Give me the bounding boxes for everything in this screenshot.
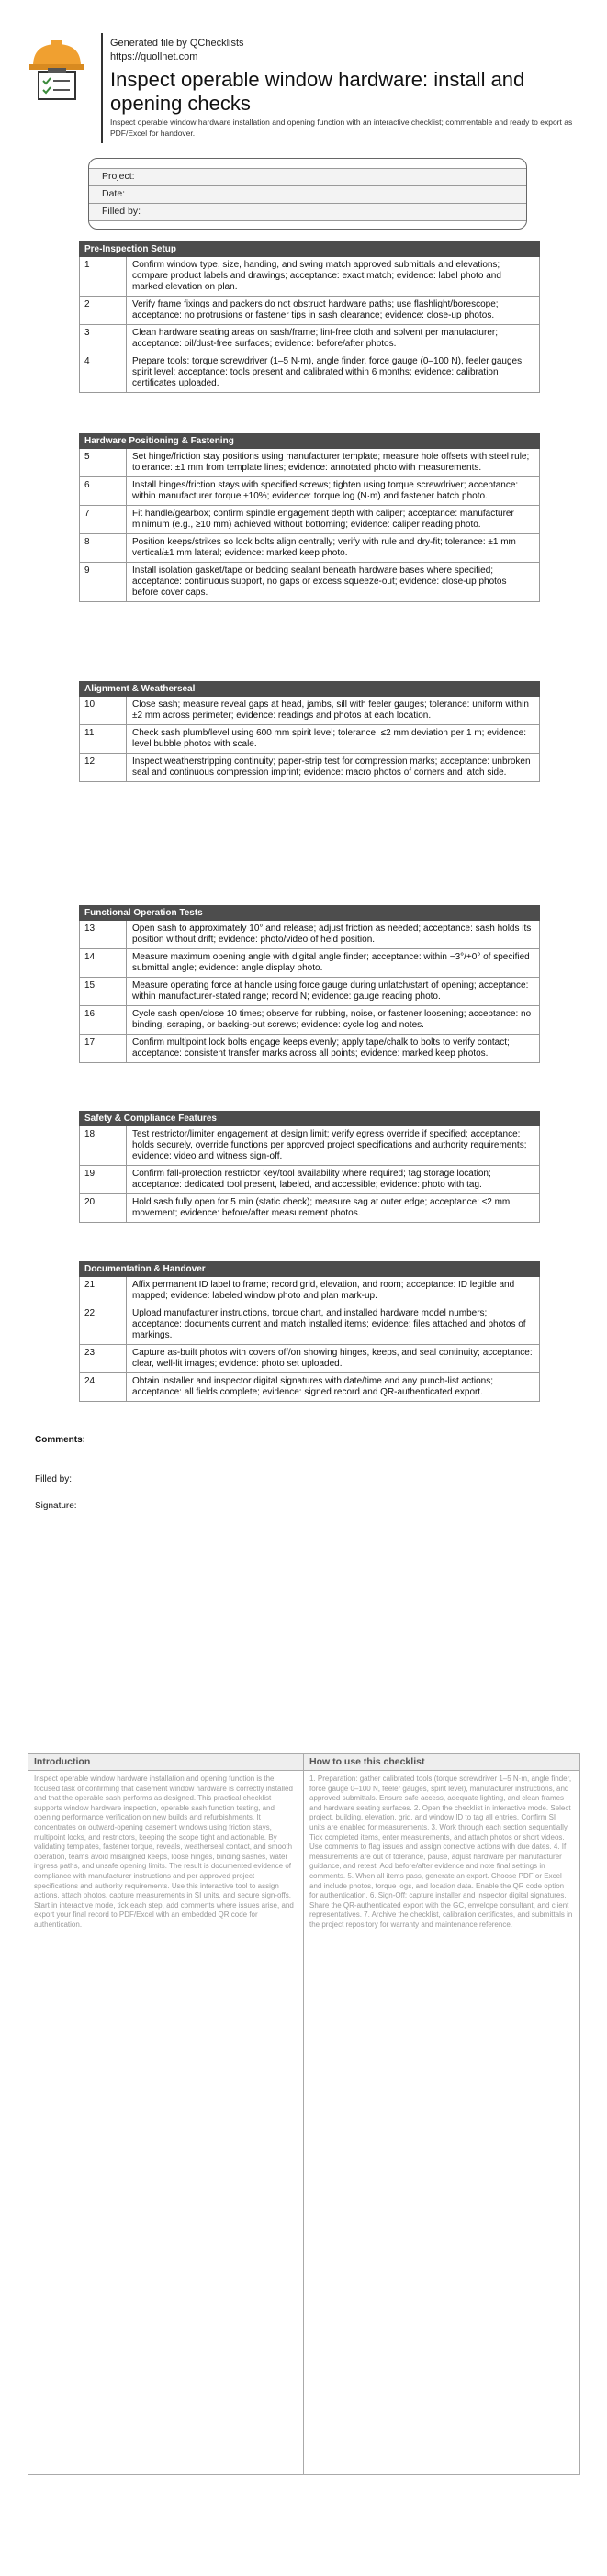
- item-number: 24: [80, 1373, 127, 1401]
- item-text: Confirm fall-protection restrictor key/tool availability where required; tag storage location; acceptance: dedicated tool present, labeled, and accessible; evidence: photo with tag.: [132, 1169, 491, 1190]
- filled-by-footer-label: Filled by:: [35, 1474, 73, 1484]
- item-text: Set hinge/friction stay positions using manufacturer template; measure hole offsets with steel rule; tolerance: ±1 mm from template lines; evidence: annotated photo with measurements.: [132, 452, 530, 473]
- item-number: 21: [80, 1277, 127, 1305]
- checklist-row[interactable]: [79, 563, 540, 602]
- item-text: Affix permanent ID label to frame; record grid, elevation, and room; acceptance: ID legible and mapped; evidence: labeled window photo and plan mark-up.: [132, 1280, 515, 1301]
- date-field[interactable]: [89, 185, 526, 203]
- item-number: 4: [80, 353, 127, 392]
- section-title: Functional Operation Tests: [79, 905, 540, 921]
- checklist-row[interactable]: [79, 1345, 540, 1373]
- introduction-title: Introduction: [28, 1754, 303, 1771]
- item-text: Close sash; measure reveal gaps at head, jambs, sill with feeler gauges; tolerance: uniform within ±2 mm across perimeter; evidence: readings and photos at each location.: [132, 700, 529, 721]
- item-text: Inspect weatherstripping continuity; paper-strip test for compression marks; acceptance: unbroken seal and continuous compression imprint; evidence: macro photos of corners and latch side.: [132, 756, 531, 778]
- section-safety-compliance: [79, 1111, 540, 1223]
- item-number: 5: [80, 449, 127, 476]
- item-number: 23: [80, 1345, 127, 1372]
- item-number: 22: [80, 1305, 127, 1344]
- document-header: [28, 33, 579, 143]
- item-text: Clean hardware seating areas on sash/frame; lint-free cloth and solvent per manufacturer; acceptance: oil/dust-free surfaces; evidence: before/after photos.: [132, 328, 498, 349]
- how-to-text: 1. Preparation: gather calibrated tools (torque screwdriver 1–5 N·m, angle finder, force gauge 0–100 N, feeler gauges, spirit level), manufacturer instructions, and approved submittals. Ensure safe access, adequate lighting, and clean frames and hardware seating surfaces. 2. Open the checklist in interactive mode. Select project, building, elevation, grid, and window ID to tag all entries. Confirm SI units are enabled for measurements. 3. Work through each section sequentially. Tick completed items, enter measurements, and attach photos or short videos. Use comments to flag issues and assign corrective actions with due dates. 4. If measurements are out of tolerance, pause, adjust hardware per manufacturer guidance, and retest. Add before/after evidence and note final settings in comments. 5. When all items pass, generate an export. Choose PDF or Excel and include photos, torque logs, and location data. Enable the QR code option for authentication. 6. Sign-Off: capture installer and inspector digital signatures. Share the QR-authenticated export with the GC, envelope consultant, and client representatives. 7. Archive the checklist, calibration certificates, and submittals in the project repository for warranty and maintenance reference.: [309, 1775, 573, 1929]
- item-number: 12: [80, 754, 127, 781]
- item-text: Measure operating force at handle using force gauge during unlatch/start of opening; acceptance: within manufacturer-stated range; record N; evidence: gauge reading photo.: [132, 980, 529, 1002]
- section-functional-operation: [79, 905, 540, 1063]
- section-pre-inspection-setup: [79, 241, 540, 393]
- item-text: Hold sash fully open for 5 min (static check); measure sag at outer edge; acceptance: ≤2 mm movement; evidence: before/after measurement photos.: [132, 1197, 511, 1218]
- item-number: 3: [80, 325, 127, 353]
- header-divider: [101, 33, 103, 143]
- item-number: 11: [80, 725, 127, 753]
- checklist-row[interactable]: [79, 477, 540, 506]
- checklist-row[interactable]: [79, 1305, 540, 1345]
- item-number: 16: [80, 1006, 127, 1034]
- checklist-row[interactable]: [79, 697, 540, 725]
- item-text: Verify frame fixings and packers do not obstruct hardware paths; use flashlight/borescope; acceptance: no protrusions or fastener tips in sash clearance; evidence: close-up photos.: [132, 299, 499, 320]
- section-hardware-positioning: [79, 433, 540, 602]
- checklist-row[interactable]: [79, 506, 540, 534]
- item-text: Test restrictor/limiter engagement at design limit; verify egress override if specified; acceptance: holds securely, override functions per approved project specifications and authority requirements; evidence: video and witness sign-off.: [132, 1129, 527, 1161]
- item-text: Confirm window type, size, handing, and swing match approved submittals and elevations; compare product labels and drawings; acceptance: exact match; evidence: label photo and marked elevation on plan.: [132, 260, 501, 292]
- item-number: 6: [80, 477, 127, 505]
- checklist-row[interactable]: [79, 921, 540, 949]
- item-text: Measure maximum opening angle with digital angle finder; acceptance: within −3°/+0° of specified submittal angle; evidence: angle display photo.: [132, 952, 530, 973]
- section-alignment-weatherseal: [79, 681, 540, 782]
- item-text: Cycle sash open/close 10 times; observe for rubbing, noise, or fastener loosening; acceptance: no binding, scraping, or backing-out screws; evidence: cycle log and notes.: [132, 1009, 532, 1030]
- item-number: 14: [80, 949, 127, 977]
- hardhat-clipboard-logo: [28, 39, 86, 101]
- checklist-row[interactable]: [79, 353, 540, 393]
- item-number: 8: [80, 534, 127, 562]
- item-text: Confirm multipoint lock bolts engage keeps evenly; apply tape/chalk to bolts to verify contact; acceptance: consistent transfer marks across all points; evidence: marked keep photos.: [132, 1037, 510, 1058]
- item-number: 7: [80, 506, 127, 533]
- checklist-row[interactable]: [79, 978, 540, 1006]
- filled-by-label: Filled by:: [102, 206, 141, 217]
- signature-label: Signature:: [35, 1501, 77, 1511]
- page-title: Inspect operable window hardware: install and opening checks: [110, 68, 525, 115]
- item-number: 19: [80, 1166, 127, 1193]
- generated-by: Generated file by QChecklists: [110, 38, 244, 49]
- checklist-row[interactable]: [79, 949, 540, 978]
- item-text: Prepare tools: torque screwdriver (1–5 N·m), angle finder, force gauge (0–100 N), feeler gauges, spirit level; acceptance: tools present and calibrated within 6 months; evidence: calibration certificates uploaded.: [132, 356, 524, 388]
- checklist-row[interactable]: [79, 725, 540, 754]
- section-documentation-handover: [79, 1261, 540, 1402]
- item-text: Install isolation gasket/tape or bedding sealant beneath hardware bases where specified; acceptance: continuous support, no gaps or excess squeeze-out; evidence: close-up photos before cover caps.: [132, 566, 507, 598]
- item-number: 9: [80, 563, 127, 601]
- item-number: 10: [80, 697, 127, 724]
- section-title: Pre-Inspection Setup: [79, 241, 540, 257]
- checklist-row[interactable]: [79, 1166, 540, 1194]
- item-number: 13: [80, 921, 127, 948]
- item-text: Fit handle/gearbox; confirm spindle engagement depth with caliper; acceptance: manufacturer minimum (e.g., ≥10 mm) achieved without bottoming; evidence: caliper reading photo.: [132, 509, 514, 530]
- item-text: Capture as-built photos with covers off/on showing hinges, keeps, and seal continuity; acceptance: clear, well-lit images; evidence: photo set uploaded.: [132, 1348, 533, 1369]
- item-number: 17: [80, 1035, 127, 1062]
- checklist-row[interactable]: [79, 1373, 540, 1402]
- item-number: 15: [80, 978, 127, 1005]
- checklist-row[interactable]: [79, 534, 540, 563]
- checklist-row[interactable]: [79, 325, 540, 353]
- project-info-box: [88, 158, 527, 230]
- checklist-row[interactable]: [79, 1035, 540, 1063]
- checklist-row[interactable]: [79, 1006, 540, 1035]
- item-number: 20: [80, 1194, 127, 1222]
- checklist-row[interactable]: [79, 1126, 540, 1166]
- how-to-column: [304, 1754, 579, 2474]
- introduction-text: Inspect operable window hardware installation and opening function is the focused task of confirming that casement window hardware is correctly installed and that the operable sash performs as designed. This practical checklist supports window hardware inspection, operable sash function testing, and opening performance verification on new builds and refurbishments. It concentrates on outward-opening casement windows using friction stays, multipoint locks, and restrictors, keeping the scope tight and actionable. By validating templates, fastener torque, reveals, weatherseal contact, and smooth operation, teams avoid misaligned keeps, loose hinges, binding sashes, water ingress paths, and unsafe opening limits. The result is documented evidence of compliance with manufacturer instructions and per approved project specifications and authority requirements. Use this interactive tool to assign actions, attach photos, capture measurements in SI units, and secure sign-offs. Start in interactive mode, tick each step, add comments where issues arise, and export your final record to PDF/Excel with an embedded QR code for authentication.: [34, 1775, 294, 1929]
- item-text: Position keeps/strikes so lock bolts align centrally; verify with rule and dry-fit; tolerance: ±1 mm vertical/±1 mm lateral; evidence: marked keep photo.: [132, 537, 516, 558]
- checklist-row[interactable]: [79, 449, 540, 477]
- date-label: Date:: [102, 188, 126, 199]
- how-to-title: How to use this checklist: [304, 1754, 579, 1771]
- checklist-row[interactable]: [79, 1194, 540, 1223]
- item-text: Check sash plumb/level using 600 mm spirit level; tolerance: ≤2 mm deviation per 1 m; evidence: level bubble photos with scale.: [132, 728, 527, 749]
- filled-by-field[interactable]: [89, 203, 526, 221]
- project-field[interactable]: [89, 168, 526, 185]
- introduction-column: [28, 1754, 304, 2474]
- item-text: Open sash to approximately 10° and release; adjust friction as needed; acceptance: sash holds its position without drift; evidence: photo/video of held position.: [132, 924, 532, 945]
- item-text: Install hinges/friction stays with specified screws; tighten using torque screwdriver; acceptance: within manufacturer torque ±10%; evidence: torque log (N·m) and fastener batch photo.: [132, 480, 519, 501]
- item-text: Upload manufacturer instructions, torque chart, and installed hardware model numbers; acceptance: documents current and match installed items; evidence: files attached and photos of markings.: [132, 1308, 526, 1340]
- checklist-row[interactable]: [79, 257, 540, 297]
- section-title: Alignment & Weatherseal: [79, 681, 540, 697]
- item-number: 18: [80, 1126, 127, 1165]
- item-text: Obtain installer and inspector digital signatures with date/time and any punch-list actions; acceptance: all fields complete; evidence: signed record and QR-authenticated export.: [132, 1376, 493, 1397]
- comments-label: Comments:: [35, 1435, 86, 1445]
- source-url[interactable]: https://quollnet.com: [110, 51, 198, 62]
- section-title: Safety & Compliance Features: [79, 1111, 540, 1126]
- checklist-row[interactable]: [79, 297, 540, 325]
- page-subtitle: Inspect operable window hardware installation and opening function with an interactive checklist; commentable and ready to export as PDF/Excel for handover.: [110, 118, 573, 138]
- checklist-row[interactable]: [79, 1277, 540, 1305]
- item-number: 2: [80, 297, 127, 324]
- checklist-row[interactable]: [79, 754, 540, 782]
- item-number: 1: [80, 257, 127, 296]
- section-title: Documentation & Handover: [79, 1261, 540, 1277]
- info-panel: [28, 1753, 580, 2475]
- project-label: Project:: [102, 171, 135, 182]
- section-title: Hardware Positioning & Fastening: [79, 433, 540, 449]
